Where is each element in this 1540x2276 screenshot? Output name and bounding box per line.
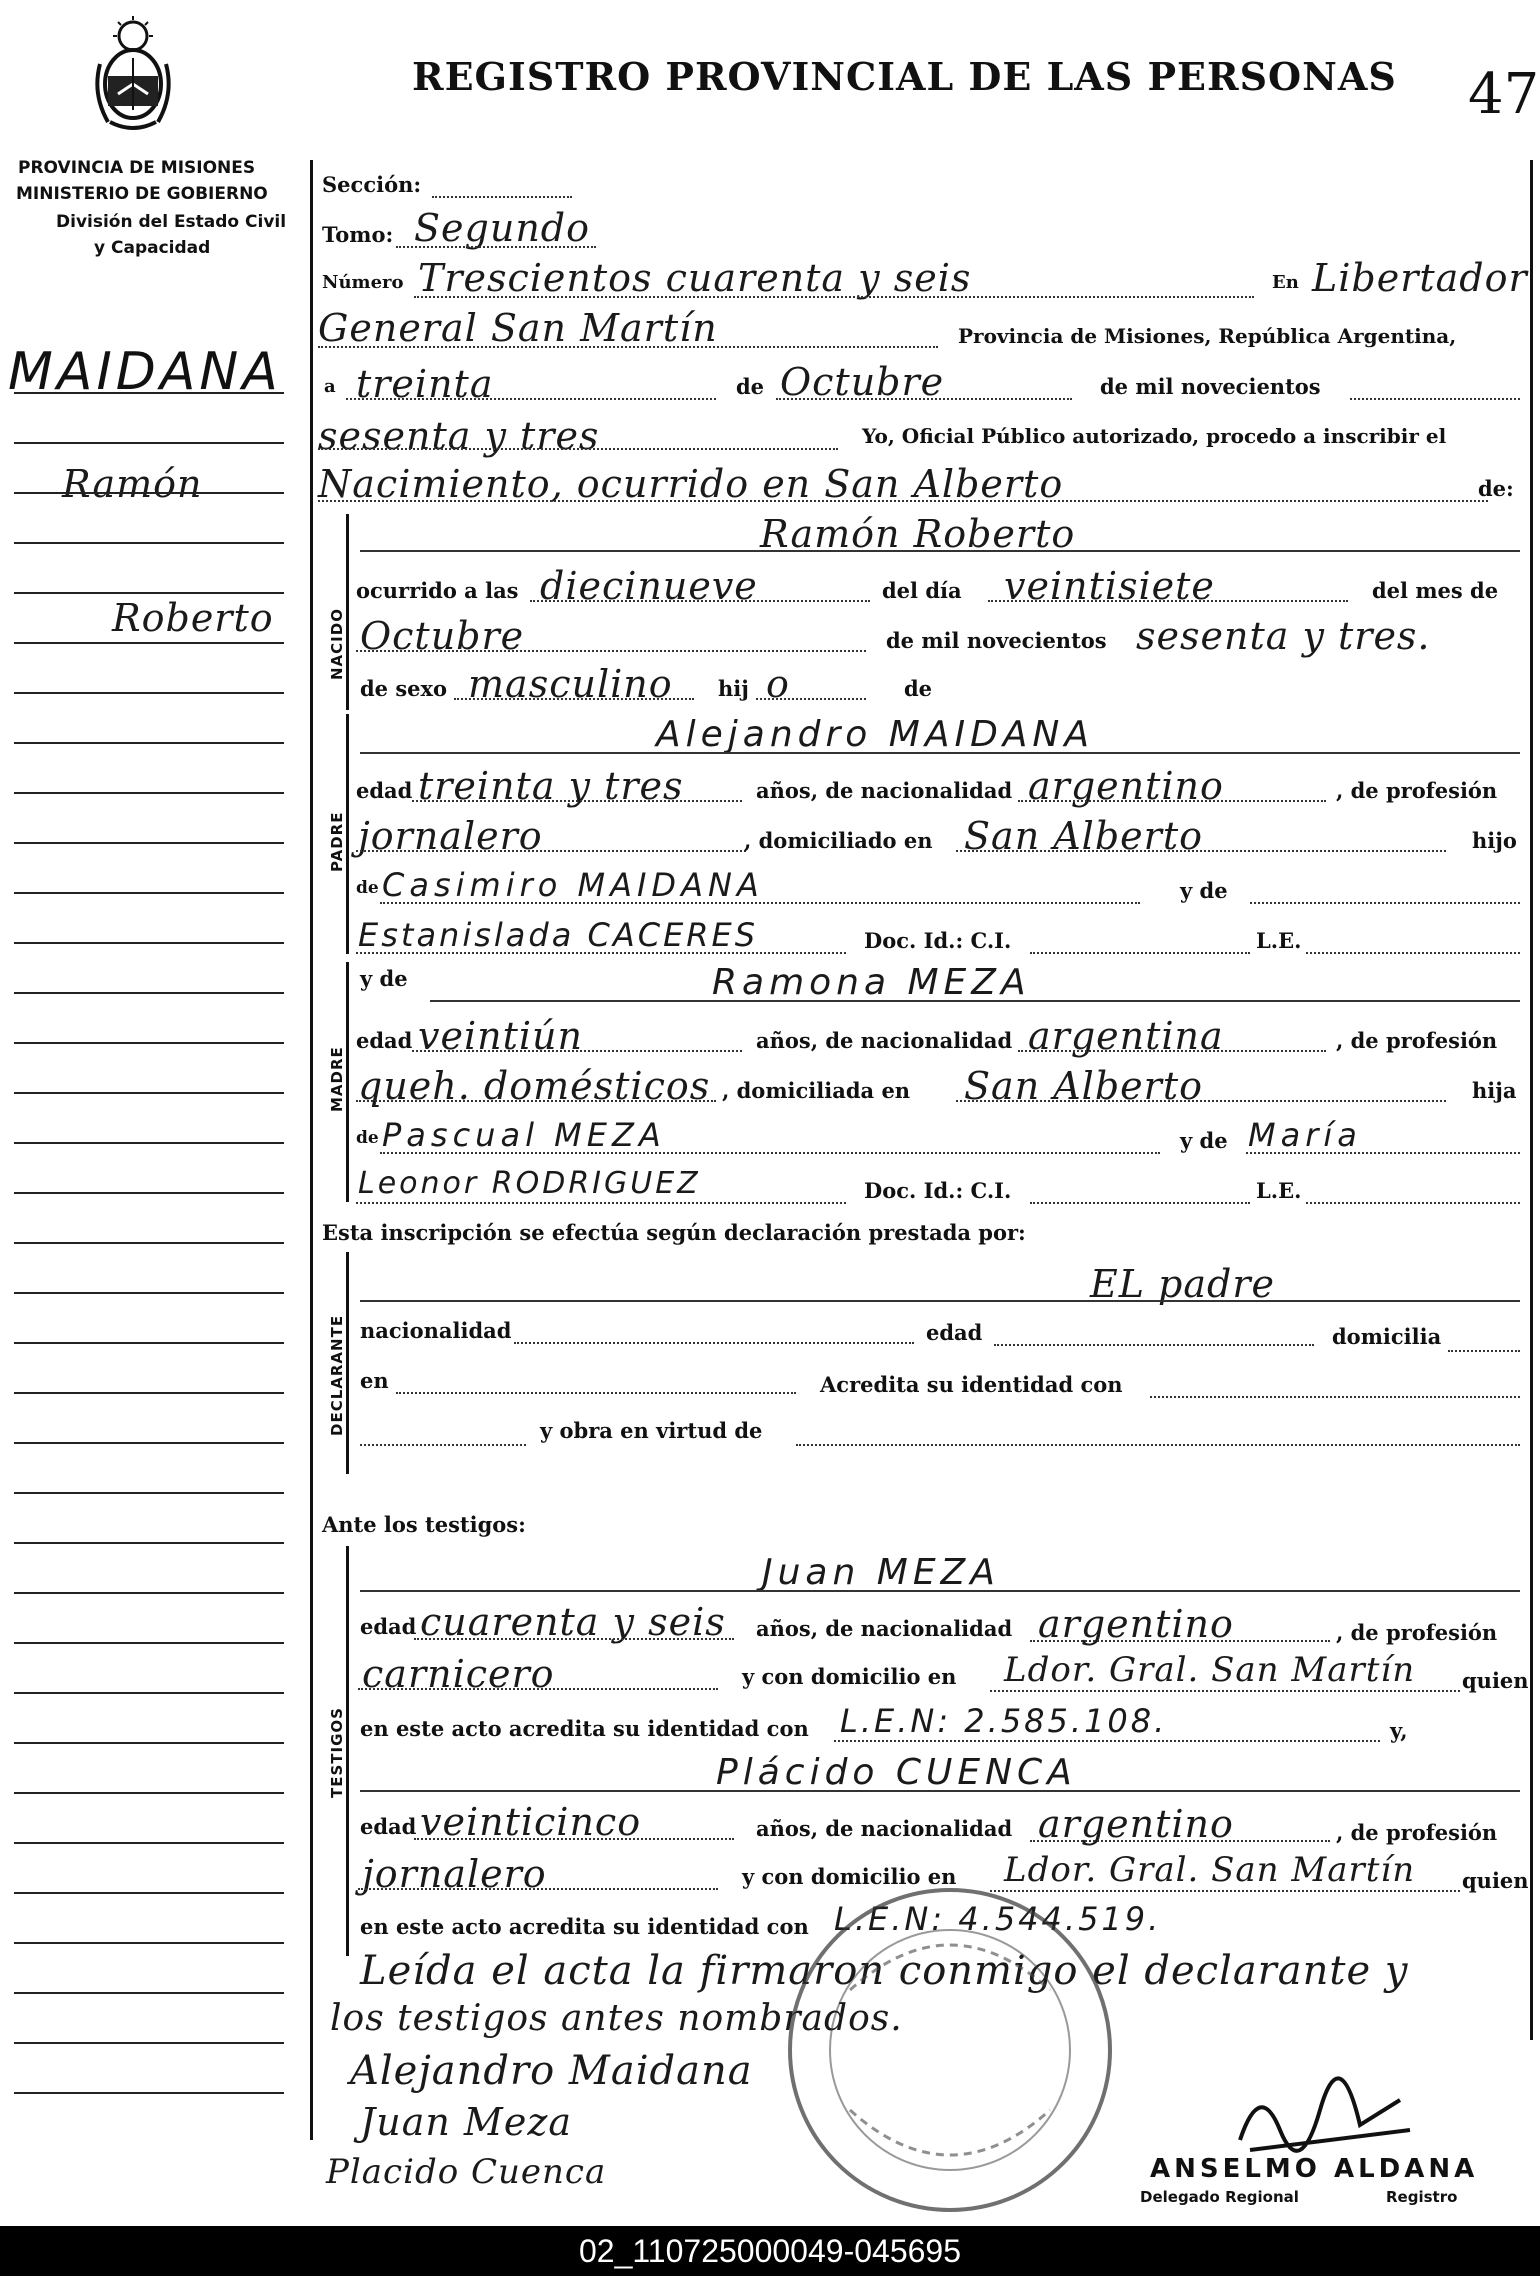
nacido-side-label: NACIDO — [328, 608, 346, 680]
year-line — [318, 448, 838, 450]
month-value: Octubre — [780, 360, 945, 404]
witness1-id-label: en este acto acredita su identidad con — [360, 1716, 809, 1741]
padre-prof-value: jornalero — [358, 814, 543, 858]
en-label: En — [1272, 272, 1299, 293]
declarante-nac-label: nacionalidad — [360, 1318, 512, 1343]
margin-rule — [14, 1942, 284, 1944]
nacido-section-rule — [346, 514, 349, 710]
witness1-dom-label: y con domicilio en — [742, 1664, 957, 1689]
witness2-edad-label: edad — [360, 1814, 417, 1839]
dia-label: del día — [882, 578, 962, 603]
witness2-dom-label: y con domicilio en — [742, 1864, 957, 1889]
madre-name: Ramona MEZA — [712, 962, 1031, 1003]
document-title: REGISTRO PROVINCIAL DE LAS PERSONAS — [412, 54, 1397, 99]
witness1-name-line — [360, 1590, 1520, 1592]
margin-rule — [14, 2092, 284, 2094]
padre-le-line — [1306, 952, 1520, 954]
witness2-nac: argentino — [1038, 1802, 1234, 1846]
anio-value: sesenta y tres. — [1136, 614, 1431, 658]
officer-name: ANSELMO ALDANA — [1150, 2154, 1479, 2184]
witness2-name: Plácido CUENCA — [716, 1752, 1077, 1793]
padre-edad-label: edad — [356, 778, 413, 803]
witness1-nac-line — [1030, 1640, 1330, 1642]
anio-label: de mil novecientos — [886, 628, 1107, 653]
witness1-id-line — [834, 1740, 1380, 1742]
margin-rule — [14, 2042, 284, 2044]
ministry-label: MINISTERIO DE GOBIERNO — [16, 184, 268, 204]
de-colon-label: de: — [1478, 476, 1514, 501]
numero-value: Trescientos cuarenta y seis — [418, 256, 972, 300]
de-label: de — [736, 374, 765, 399]
witness1-edad: cuarenta y seis — [420, 1600, 726, 1644]
margin-rule — [14, 1042, 284, 1044]
madre-name-line — [430, 1000, 1520, 1002]
margin-rule — [14, 1392, 284, 1394]
year-value: sesenta y tres — [318, 414, 600, 458]
tomo-line — [396, 246, 596, 248]
declarante-nac-line — [514, 1342, 914, 1344]
closing-line-2: los testigos antes nombrados. — [330, 1998, 903, 2039]
signature-witness-1: Juan Meza — [360, 2100, 572, 2144]
province-label: PROVINCIA DE MISIONES — [18, 158, 256, 178]
margin-rule — [14, 542, 284, 544]
witness1-nac-label: años, de nacionalidad — [756, 1616, 1013, 1641]
madre-doc-label: Doc. Id.: C.I. — [864, 1178, 1012, 1203]
hij-label: hij — [718, 676, 749, 701]
witness2-nac-label: años, de nacionalidad — [756, 1816, 1013, 1841]
declarante-obra-label: y obra en virtud de — [540, 1418, 763, 1443]
declarante-en-label: en — [360, 1368, 389, 1393]
seccion-label: Sección: — [322, 172, 422, 197]
madre-section-rule — [346, 962, 349, 1202]
dia-line — [988, 600, 1348, 602]
witness1-id: L.E.N: 2.585.108. — [840, 1702, 1168, 1740]
witness1-dom-line — [990, 1690, 1460, 1692]
testigos-side-label: TESTIGOS — [328, 1707, 346, 1798]
declarante-dom-line — [1448, 1350, 1520, 1352]
witness2-prof: jornalero — [362, 1852, 547, 1896]
en-value: Libertador — [1312, 256, 1528, 300]
margin-rule — [14, 692, 284, 694]
declarante-obra-line — [796, 1444, 1520, 1446]
madre-dom-label: , domiciliada en — [722, 1078, 911, 1103]
madre-y-de2-label: y de — [1180, 1128, 1228, 1153]
sexo-label: de sexo — [360, 676, 448, 701]
margin-rule — [14, 1542, 284, 1544]
margin-rule — [14, 1242, 284, 1244]
madre-dom-value: San Alberto — [964, 1064, 1203, 1108]
officer-title-2: Registro — [1386, 2188, 1458, 2206]
coat-of-arms-emblem — [88, 14, 178, 134]
madre-hija-label: hija — [1472, 1078, 1517, 1103]
witness1-y: y, — [1390, 1718, 1408, 1743]
madre-nac-value: argentina — [1028, 1014, 1224, 1058]
oficial-text: Yo, Oficial Público autorizado, procedo a inscribir el — [862, 424, 1447, 448]
margin-surname: MAIDANA — [8, 342, 282, 402]
margin-rule — [14, 1342, 284, 1344]
padre-section-rule — [346, 714, 349, 954]
witness1-nac: argentino — [1038, 1602, 1234, 1646]
witness2-dom: Ldor. Gral. San Martín — [1004, 1850, 1416, 1890]
tomo-label: Tomo: — [322, 222, 394, 247]
madre-side-label: MADRE — [328, 1046, 346, 1112]
madre-mother-line-2 — [356, 1202, 846, 1204]
declarante-name-line — [360, 1300, 1520, 1302]
padre-edad-line — [412, 800, 742, 802]
padre-nac-label: años, de nacionalidad — [756, 778, 1013, 803]
declarante-acredita-label: Acredita su identidad con — [820, 1372, 1123, 1397]
hora-line — [530, 600, 870, 602]
official-seal-stamp — [780, 1880, 1120, 2220]
margin-rule — [14, 1692, 284, 1694]
margin-rule — [14, 1492, 284, 1494]
day-value: treinta — [356, 362, 494, 406]
margin-rule — [14, 1142, 284, 1144]
mes-value: Octubre — [360, 614, 525, 658]
witness1-prof-line — [358, 1688, 718, 1690]
margin-rule — [14, 492, 284, 494]
nacido-name-line — [360, 550, 1520, 552]
padre-father-value: Casimiro MAIDANA — [382, 866, 764, 904]
madre-mother-line-1 — [1246, 1152, 1520, 1154]
padre-name-line — [360, 752, 1520, 754]
margin-rule — [14, 592, 284, 594]
padre-edad-value: treinta y tres — [418, 764, 684, 808]
margin-rule — [14, 1442, 284, 1444]
margin-rule — [14, 1742, 284, 1744]
declarante-side-label: DECLARANTE — [328, 1314, 346, 1436]
madre-father-line — [380, 1152, 1160, 1154]
margin-rule — [14, 1192, 284, 1194]
madre-prof-value: queh. domésticos — [358, 1064, 711, 1108]
padre-prof-label: , de profesión — [1336, 778, 1498, 803]
margin-rule — [14, 442, 284, 444]
declarante-en-line — [396, 1392, 796, 1394]
padre-nac-line — [1018, 800, 1326, 802]
padre-prof-line — [356, 850, 746, 852]
hij-line — [756, 698, 866, 700]
witness1-edad-line — [414, 1638, 734, 1640]
margin-rule — [14, 1592, 284, 1594]
day-line — [346, 398, 716, 400]
padre-name: Alejandro MAIDANA — [656, 714, 1094, 755]
event-line — [318, 500, 1488, 502]
madre-nac-label: años, de nacionalidad — [756, 1028, 1013, 1053]
padre-nac-value: argentino — [1028, 764, 1224, 808]
madre-mother-value-1: María — [1248, 1116, 1362, 1154]
witness2-prof-label: , de profesión — [1336, 1820, 1498, 1845]
testigos-section-rule — [346, 1546, 349, 1956]
padre-doc-label: Doc. Id.: C.I. — [864, 928, 1012, 953]
margin-rule — [14, 892, 284, 894]
witness1-dom: Ldor. Gral. San Martín — [1004, 1650, 1416, 1690]
padre-doc-line — [1030, 952, 1250, 954]
margin-rule — [14, 842, 284, 844]
sexo-value: masculino — [468, 662, 673, 706]
declarante-name: EL padre — [1090, 1262, 1276, 1306]
declarante-obra-prefix-line — [360, 1444, 526, 1446]
place-value: General San Martín — [318, 306, 718, 350]
right-border-line — [1530, 160, 1533, 2040]
witness2-edad-line — [414, 1838, 734, 1840]
madre-edad-value: veintiún — [418, 1014, 583, 1058]
footer-document-id: 02_110725000049-045695 — [0, 2226, 1540, 2276]
nacido-de-label: de — [904, 676, 933, 701]
declarante-edad-line — [994, 1344, 1314, 1346]
padre-dom-value: San Alberto — [964, 814, 1203, 858]
declarante-intro: Esta inscripción se efectúa según declaración prestada por: — [322, 1220, 1026, 1245]
division-label: División del Estado Civil — [56, 212, 287, 232]
mil-label: de mil novecientos — [1100, 374, 1321, 399]
madre-le-label: L.E. — [1256, 1178, 1302, 1203]
witness1-name: Juan MEZA — [762, 1552, 1000, 1593]
margin-rule — [14, 1792, 284, 1794]
madre-prof-line — [356, 1100, 716, 1102]
declarante-acredita-line — [1150, 1396, 1520, 1398]
witness2-quien: quien — [1462, 1868, 1529, 1893]
margin-name-1: Ramón — [62, 462, 203, 506]
margin-rule — [14, 992, 284, 994]
margin-rule — [14, 1992, 284, 1994]
declarante-edad-label: edad — [926, 1320, 983, 1345]
nacido-name: Ramón Roberto — [760, 512, 1076, 556]
madre-mother-value-2: Leonor RODRIGUEZ — [358, 1166, 701, 1201]
padre-dom-line — [956, 850, 1446, 852]
margin-rule — [14, 1642, 284, 1644]
hij-value: o — [766, 662, 790, 706]
a-label: a — [324, 376, 336, 397]
declarante-dom-label: domicilia — [1332, 1324, 1442, 1349]
witness2-edad: veinticinco — [420, 1800, 642, 1844]
month-line — [776, 398, 1072, 400]
witness2-prof-line — [358, 1888, 718, 1890]
padre-de-label: de — [356, 878, 379, 898]
witness2-id: L.E.N: 4.544.519. — [834, 1900, 1162, 1938]
padre-mother-line — [356, 952, 846, 954]
margin-rule — [14, 1292, 284, 1294]
witness1-prof: carnicero — [362, 1652, 555, 1696]
witness1-quien: quien — [1462, 1668, 1529, 1693]
declarante-section-rule — [346, 1252, 349, 1474]
closing-line-1: Leída el acta la firmaron conmigo el declarante y — [360, 1948, 1409, 1994]
sexo-line — [454, 698, 694, 700]
witness2-id-label: en este acto acredita su identidad con — [360, 1914, 809, 1939]
signature-witness-2: Placido Cuenca — [326, 2152, 607, 2192]
madre-le-line — [1306, 1202, 1520, 1204]
madre-prof-label: , de profesión — [1336, 1028, 1498, 1053]
padre-hijo-label: hijo — [1472, 828, 1517, 853]
madre-edad-line — [412, 1050, 742, 1052]
madre-edad-label: edad — [356, 1028, 413, 1053]
padre-y-de-label: y de — [1180, 878, 1228, 903]
seccion-line — [432, 196, 572, 198]
margin-rule — [14, 392, 284, 394]
signature-declarante: Alejandro Maidana — [350, 2048, 753, 2094]
place-line — [318, 346, 938, 348]
padre-y-de-line — [1250, 902, 1520, 904]
margin-rule — [14, 792, 284, 794]
mil-line — [1350, 398, 1520, 400]
testigos-intro: Ante los testigos: — [322, 1512, 526, 1537]
dia-value: veintisiete — [1004, 564, 1215, 608]
mes-line — [356, 650, 866, 652]
margin-rule — [14, 942, 284, 944]
madre-de-label: de — [356, 1128, 379, 1148]
event-value: Nacimiento, ocurrido en San Alberto — [318, 462, 1064, 506]
officer-signature-scribble — [1220, 2070, 1420, 2160]
witness2-name-line — [360, 1790, 1520, 1792]
witness1-edad-label: edad — [360, 1614, 417, 1639]
form-left-border — [310, 160, 313, 2140]
officer-title-1: Delegado Regional — [1140, 2188, 1299, 2206]
margin-rule — [14, 1842, 284, 1844]
madre-doc-line — [1030, 1202, 1250, 1204]
margin-name-2: Roberto — [112, 596, 274, 640]
padre-side-label: PADRE — [328, 811, 346, 872]
madre-y-de-label: y de — [360, 966, 408, 991]
page-number: 47 — [1468, 62, 1540, 127]
madre-dom-line — [956, 1100, 1446, 1102]
margin-rule — [14, 1092, 284, 1094]
mes-label: del mes de — [1372, 578, 1499, 603]
madre-father-value: Pascual MEZA — [382, 1116, 666, 1154]
numero-line — [414, 296, 1254, 298]
tomo-value: Segundo — [414, 206, 590, 250]
division-label-2: y Capacidad — [94, 238, 211, 258]
padre-father-line — [380, 902, 1140, 904]
witness2-nac-line — [1030, 1840, 1330, 1842]
padre-dom-label: , domiciliado en — [744, 828, 933, 853]
margin-rule — [14, 642, 284, 644]
madre-nac-line — [1018, 1050, 1326, 1052]
numero-label: Número — [322, 272, 404, 293]
witness1-prof-label: , de profesión — [1336, 1620, 1498, 1645]
hora-label: ocurrido a las — [356, 578, 519, 603]
hora-value: diecinueve — [540, 564, 758, 608]
margin-rule — [14, 1892, 284, 1894]
padre-mother-value: Estanislada CACERES — [358, 916, 759, 954]
padre-le-label: L.E. — [1256, 928, 1302, 953]
margin-rule — [14, 742, 284, 744]
provincia-text: Provincia de Misiones, República Argentina, — [958, 324, 1457, 348]
